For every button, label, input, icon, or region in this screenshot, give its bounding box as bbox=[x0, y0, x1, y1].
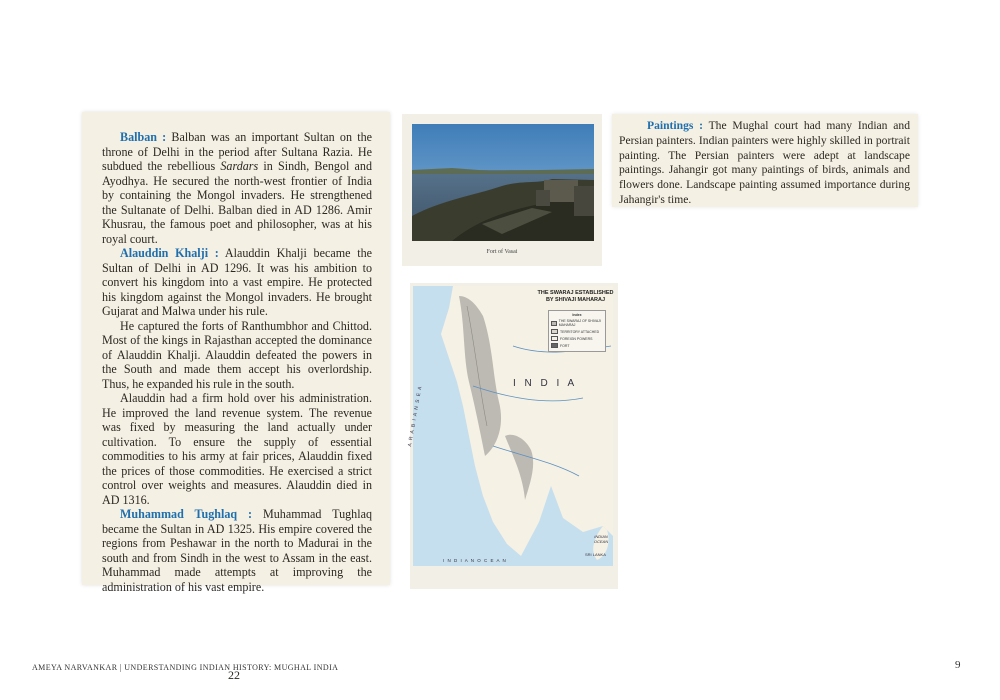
map-index-item: FORT bbox=[560, 343, 570, 348]
map-index-item: FOREIGN POWERS bbox=[560, 336, 593, 341]
paragraph-administration: Alauddin had a firm hold over his administration. He improved the land revenue system. The revenue was fixed by measuring the land actually under cultivation. To ensure the supply of essential commodities to his army at fair prices, Alauddin fixed the prices of those commodities. He exercised a strict control over weights and measures. Alauddin died in AD 1316. bbox=[102, 391, 372, 507]
map-label-india: I N D I A bbox=[513, 378, 578, 389]
scan-page-number: 22 bbox=[228, 668, 240, 682]
fort-photo-graphic bbox=[412, 124, 594, 241]
swaraj-map bbox=[407, 286, 614, 566]
map-index-item: THE SWARAJ OF SHIVAJI MAHARAJ bbox=[558, 319, 601, 327]
text-balban-b: in Sindh, Bengol and Ayodhya. He secured the north-west frontier of India by containing the Mongol invaders. He strengthened the Sultanate of Delhi. Balban died in AD 1286. Amir Khusrau, the famous poet and philosopher, was at his royal court. bbox=[102, 159, 373, 246]
map-index-row bbox=[551, 343, 603, 348]
textbook-scan-right bbox=[612, 114, 918, 207]
map-label-sri-lanka: SRI LANKA bbox=[585, 552, 606, 557]
map-label-ocean: I N D I A N O C E A N bbox=[443, 558, 507, 563]
heading-alauddin: Alauddin Khalji : bbox=[120, 246, 219, 260]
map-index bbox=[548, 310, 606, 352]
paragraph-balban bbox=[102, 130, 372, 246]
paragraph-tughlaq bbox=[102, 507, 372, 594]
paragraph-alauddin bbox=[102, 246, 372, 319]
text-tughlaq: Muhammad Tughlaq became the Sultan in AD 1325. His empire covered the regions from Peshawar in the north to Madurai in the south and from Sindh in the west to Assam in the east. Muhammad made attempts at improving the administration of his vast empire. bbox=[102, 507, 372, 594]
page-number: 9 bbox=[955, 659, 961, 671]
map-index-row bbox=[551, 336, 603, 341]
swatch-swaraj bbox=[551, 321, 557, 326]
map-label-indian-ocean: INDIAN OCEAN bbox=[593, 534, 609, 544]
fort-photo bbox=[412, 124, 594, 241]
heading-tughlaq: Muhammad Tughlaq : bbox=[120, 507, 253, 521]
map-label-arabian-sea: A R A B I A N S E A bbox=[407, 385, 424, 448]
map-index-row bbox=[551, 319, 603, 327]
text-balban-em: Sardars bbox=[220, 159, 259, 173]
text-paintings: The Mughal court had many Indian and Persian painters. Indian painters were highly skilled in portrait painting. The Persian painters were adept at landscape paintings. Jahangir got many paintings of birds, animals and flowers done. Landscape painting assumed importance during Jahangir's time. bbox=[619, 119, 910, 206]
fort-photo-card bbox=[402, 114, 602, 266]
heading-balban: Balban : bbox=[120, 130, 167, 144]
paragraph-forts: He captured the forts of Ranthumbhor and Chittod. Most of the kings in Rajasthan accepted the dominance of Alauddin Khalji. Alauddin defeated the powers in the South and made them accept his overlordship. Thus, he expanded his rule in the south. bbox=[102, 318, 372, 391]
page-footer: AMEYA NARVANKAR | UNDERSTANDING INDIAN HISTORY: MUGHAL INDIA bbox=[32, 663, 339, 672]
swatch-foreign bbox=[551, 336, 558, 341]
map-footnote bbox=[420, 573, 610, 581]
map-index-row bbox=[551, 329, 603, 334]
text-balban-a: Balban was an important Sultan on the throne of Delhi in the period after Sultana Razia. He subdued the rebellious bbox=[102, 130, 372, 173]
fort-photo-caption: Fort of Vasai bbox=[486, 249, 518, 255]
text-alauddin: Alauddin Khalji became the Sultan of Delhi in AD 1296. It was his ambition to convert his kingdom into a vast empire. He protected his kingdom against the Mongol invaders. He brought Gujarat and Malwa under his rule. bbox=[102, 246, 372, 318]
map-index-title: Index bbox=[572, 313, 582, 317]
heading-paintings: Paintings : bbox=[647, 119, 704, 132]
swatch-fort bbox=[551, 343, 558, 348]
paragraph-paintings bbox=[619, 119, 910, 208]
map-title: THE SWARAJ ESTABLISHED BY SHIVAJI MAHARAJ bbox=[537, 290, 614, 303]
swaraj-map-card bbox=[407, 283, 618, 589]
swatch-territory bbox=[551, 329, 558, 334]
map-index-item: TERRITORY ATTACHED bbox=[560, 329, 600, 334]
